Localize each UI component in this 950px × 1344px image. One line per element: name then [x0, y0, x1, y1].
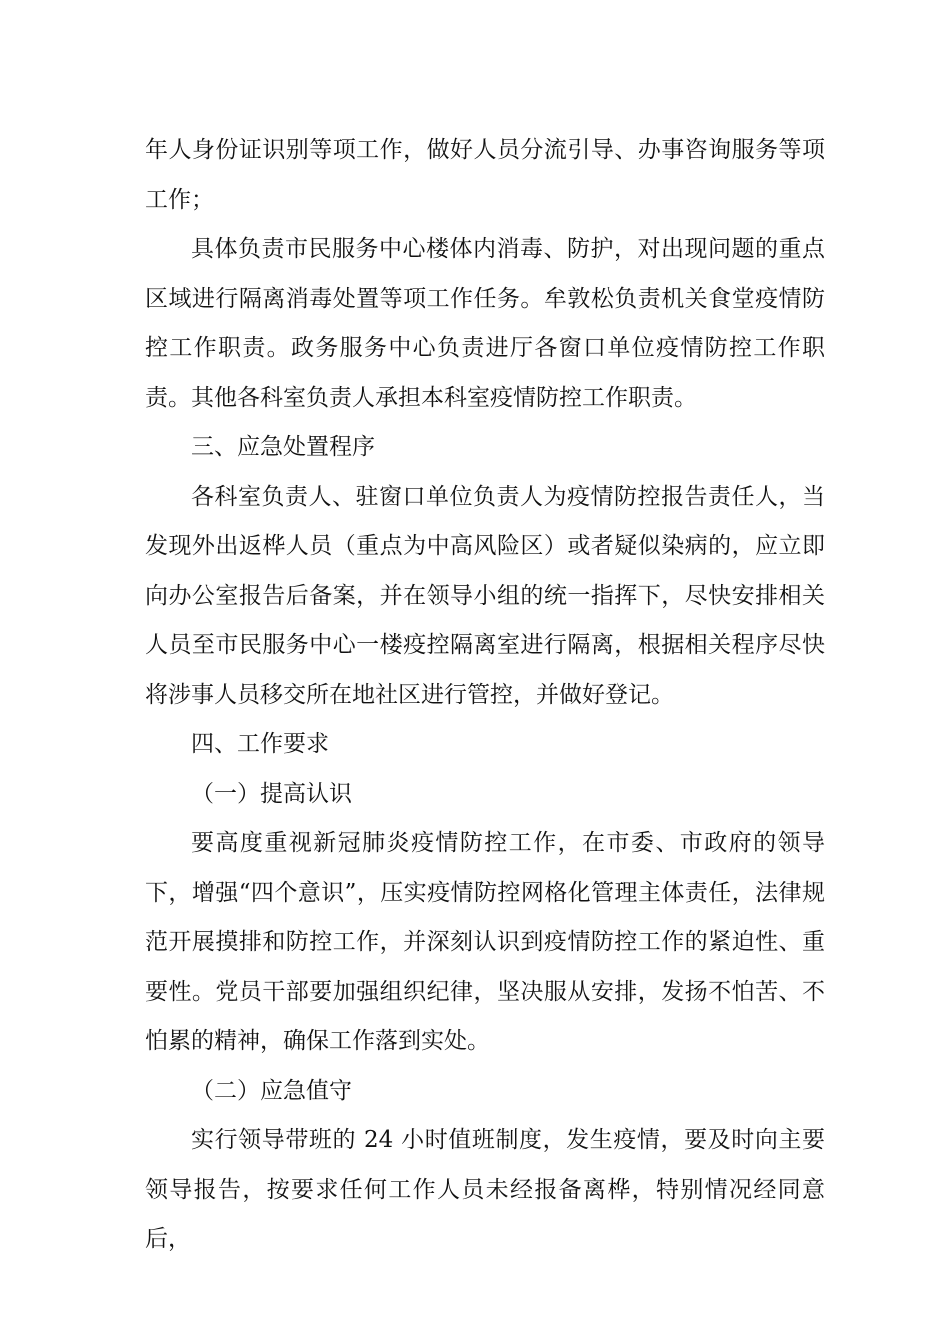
section-heading-emergency-procedure: 三、应急处置程序 — [191, 434, 375, 460]
paragraph-emergency-procedure: 各科室负责人、驻窗口单位负责人为疫情防控报告责任人，当发现外出返桦人员（重点为中高风险区）或者疑似染病的，应立即向办公室报告后备案，并在领导小组的统一指挥下，尽快安排相关人员至市民服务中心一楼疫控隔离室进行隔离，根据相关程序尽快将涉事人员移交所在地社区进行管控，并做好登记。 — [145, 483, 825, 708]
paragraph-raise-awareness: 要高度重视新冠肺炎疫情防控工作，在市委、市政府的领导下，增强“四个意识”，压实疫情防控网格化管理主体责任，法律规范开展摸排和防控工作，并深刻认识到疫情防控工作的紧迫性、重要性。党员干部要加强组织纪律，坚决服从安排，发扬不怕苦、不怕累的精神，确保工作落到实处。 — [145, 830, 825, 1054]
document-body — [145, 126, 825, 1265]
subheading-emergency-duty: （二）应急值守 — [191, 1077, 352, 1104]
paragraph-continuation: 年人身份证识别等项工作，做好人员分流引导、办事咨询服务等项工作； — [145, 137, 825, 213]
paragraph-emergency-duty: 实行领导带班的 24 小时值班制度，发生疫情，要及时向主要领导报告，按要求任何工作人员未经报备离桦，特别情况经同意后， — [145, 1127, 825, 1252]
subheading-raise-awareness: （一）提高认识 — [191, 780, 352, 807]
paragraph-disinfection-duties: 具体负责市民服务中心楼体内消毒、防护，对出现问题的重点区域进行隔离消毒处置等项工作任务。牟敦松负责机关食堂疫情防控工作职责。政务服务中心负责进厅各窗口单位疫情防控工作职责。其他各科室负责人承担本科室疫情防控工作职责。 — [145, 236, 825, 411]
section-heading-work-requirements: 四、工作要求 — [191, 731, 329, 757]
